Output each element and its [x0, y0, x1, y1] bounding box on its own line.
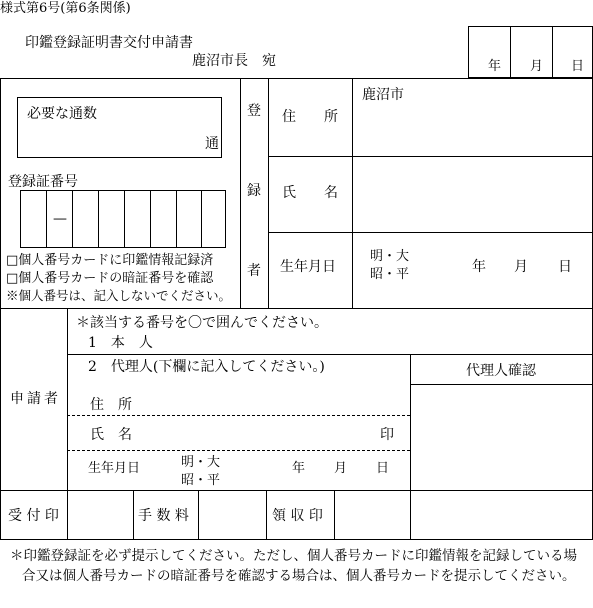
personal-number-note: ※個人番号は、記入しないでください。 [6, 288, 232, 303]
footer-col-2 [133, 490, 134, 540]
registrant-row1-divider [268, 156, 593, 157]
applicant-options-divider [67, 354, 593, 355]
proxy-birth-label: 生年月日 [88, 461, 141, 476]
registrant-vertical-1: 登 [247, 103, 261, 119]
registrant-era-1: 明・大 [370, 249, 410, 264]
check-ic-card-recorded[interactable]: □個人番号カードに印鑑情報記録済 [6, 253, 214, 268]
applicant-label-border [67, 308, 68, 490]
proxy-month-label: 月 [334, 461, 348, 476]
footer-col-3 [198, 490, 199, 540]
receipt-seal-label: 領 収 印 [272, 508, 323, 524]
footnote [10, 546, 586, 586]
proxy-era-2: 昭・平 [181, 473, 221, 488]
proxy-name-label: 氏 名 [90, 427, 132, 443]
divider-registrant-applicant [0, 308, 593, 309]
check-pin-confirmed[interactable]: □個人番号カードの暗証番号を確認 [6, 271, 214, 286]
proxy-year-label: 年 [292, 461, 306, 476]
copies-label: 必要な通数 [27, 106, 97, 122]
reg-number-boxes[interactable] [20, 190, 226, 248]
registrant-day-label: 日 [558, 259, 572, 275]
reg-number-dash: — [53, 211, 67, 227]
copies-unit: 通 [205, 136, 219, 152]
registrant-col-border [268, 78, 269, 308]
fee-label: 手 数 料 [138, 508, 189, 524]
form-title: 印鑑登録証明書交付申請書 [25, 35, 193, 51]
proxy-address-label: 住 所 [90, 397, 132, 413]
form-number: 様式第6号(第6条関係) [0, 1, 131, 16]
footer-col-5 [334, 490, 335, 540]
divider-footer-row [0, 490, 593, 491]
registrant-name-label: 氏 名 [282, 185, 338, 201]
addressee: 鹿沼市長 宛 [192, 53, 276, 69]
proxy-confirm-label: 代理人確認 [466, 363, 536, 379]
registrant-year-label: 年 [472, 259, 486, 275]
registrant-vertical-3: 者 [247, 263, 261, 279]
registrant-row2-divider [268, 232, 593, 233]
applicant-label: 申請者 [10, 391, 61, 407]
applicant-option-self[interactable]: 1 本 人 [88, 335, 153, 351]
proxy-address-dashline [67, 415, 410, 416]
registrant-era-2: 昭・平 [370, 267, 410, 282]
applicant-option-proxy[interactable]: 2 代理人(下欄に記入してください。) [88, 359, 325, 375]
registrant-left-border [240, 78, 241, 308]
proxy-era-1: 明・大 [181, 455, 221, 470]
proxy-day-label: 日 [376, 461, 390, 476]
proxy-confirm-divider [410, 384, 593, 385]
proxy-confirm-border [410, 354, 411, 490]
registrant-vertical-2: 録 [247, 183, 261, 199]
registrant-birth-label: 生年月日 [280, 259, 336, 275]
received-seal-label: 受 付 印 [8, 508, 59, 524]
registrant-value-border [352, 78, 353, 308]
registrant-address-value[interactable]: 鹿沼市 [362, 87, 404, 103]
proxy-name-dashline [67, 450, 410, 451]
date-year-label: 年 [488, 59, 502, 74]
footer-col-6 [410, 490, 411, 540]
footer-col-4 [266, 490, 267, 540]
proxy-seal-mark: 印 [380, 427, 394, 443]
footer-col-1 [67, 490, 68, 540]
registrant-address-label: 住 所 [282, 109, 338, 125]
date-month-label: 月 [530, 59, 544, 74]
applicant-instruction: ＊該当する番号を〇で囲んでください。 [76, 315, 328, 331]
registrant-month-label: 月 [514, 259, 528, 275]
reg-number-label: 登録証番号 [8, 174, 78, 190]
date-day-label: 日 [571, 59, 585, 74]
footnote-text: ＊印鑑登録証を必ず提示してください。ただし、個人番号カードに印鑑情報を記録している場合又は個人番号カードの暗証番号を確認する場合は、個人番号カードを提示してください。 [10, 548, 577, 584]
